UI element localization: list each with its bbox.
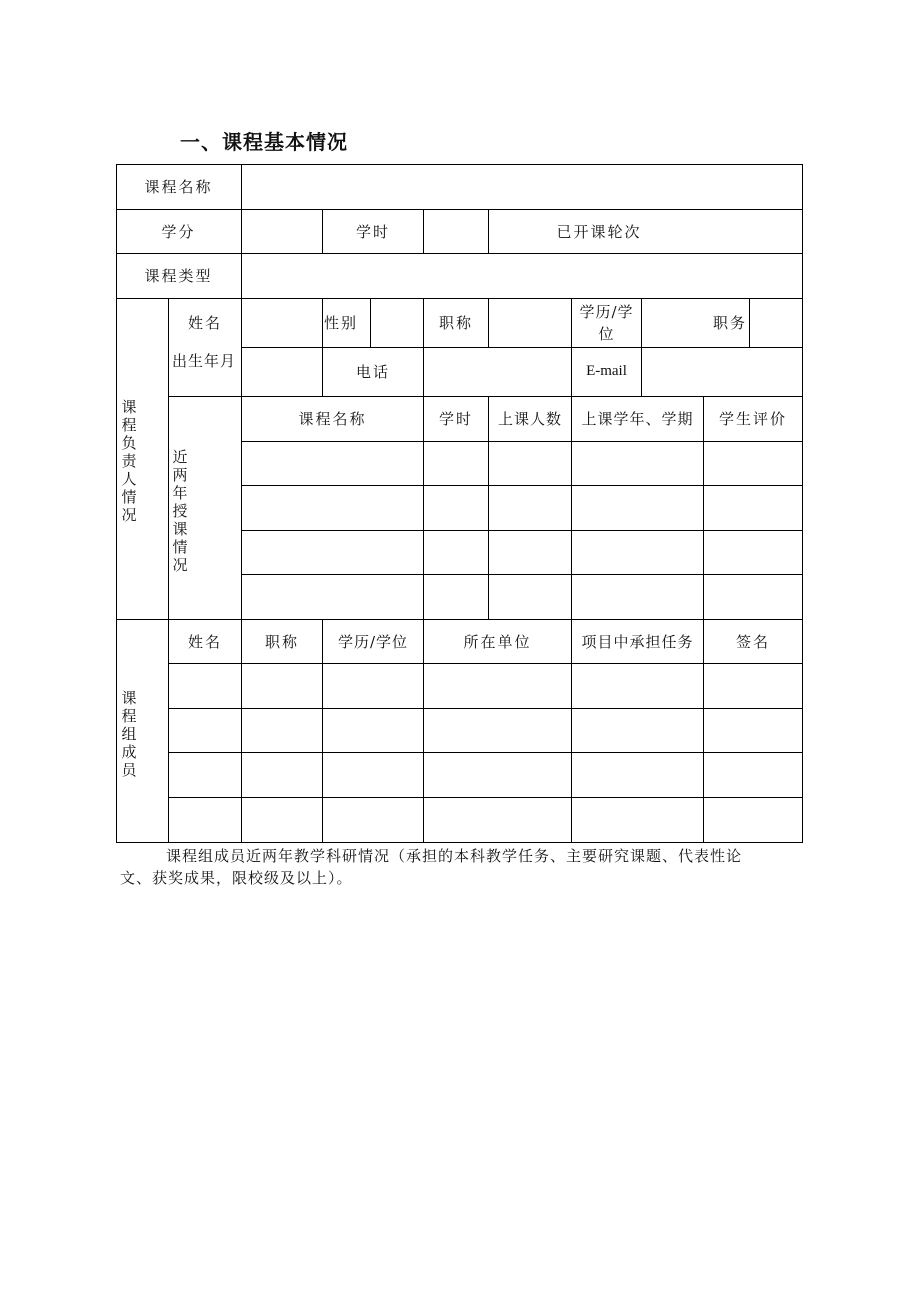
course-info-form bbox=[116, 164, 803, 843]
leader-position-field[interactable] bbox=[750, 298, 802, 347]
grid-line bbox=[168, 663, 802, 664]
leader-name-field[interactable] bbox=[242, 298, 322, 347]
course-name-label: 课程名称 bbox=[144, 178, 213, 196]
leader-birth-label: 出生年月 bbox=[172, 352, 237, 370]
grid-line bbox=[168, 797, 802, 798]
grid-line bbox=[241, 530, 802, 531]
leader-email-field[interactable] bbox=[642, 347, 802, 396]
grid-line bbox=[168, 708, 802, 709]
team-section-label: 课程组成员 bbox=[121, 689, 137, 779]
team-header-name: 姓名 bbox=[187, 632, 222, 651]
grid-line bbox=[241, 485, 802, 486]
leader-title-field[interactable] bbox=[489, 298, 571, 347]
teaching-section-label: 近两年授课情况 bbox=[172, 448, 188, 574]
leader-title-label: 职称 bbox=[438, 314, 473, 332]
team-header-title: 职称 bbox=[264, 632, 299, 651]
leader-name-label: 姓名 bbox=[187, 314, 222, 332]
leader-position-label: 职务 bbox=[712, 314, 747, 332]
leader-section-label: 课程负责人情况 bbox=[121, 398, 137, 524]
grid-line bbox=[241, 574, 802, 575]
grid-line bbox=[168, 752, 802, 753]
teaching-header-students: 上课人数 bbox=[497, 410, 562, 428]
team-header-task: 项目中承担任务 bbox=[581, 632, 694, 651]
leader-phone-field[interactable] bbox=[424, 347, 571, 396]
grid-line bbox=[241, 441, 802, 442]
teaching-header-hours: 学时 bbox=[438, 410, 473, 428]
team-header-unit: 所在单位 bbox=[463, 632, 532, 651]
note-text: 课程组成员近两年教学科研情况（承担的本科教学任务、主要研究课题、代表性论文、获奖成果，限校级及以上）。 bbox=[120, 847, 743, 887]
leader-degree-label: 学历/学位 bbox=[579, 302, 634, 343]
course-type-field[interactable] bbox=[242, 253, 802, 298]
team-header-signature: 签名 bbox=[735, 632, 770, 651]
hours-field[interactable] bbox=[424, 209, 488, 253]
teaching-header-term: 上课学年、学期 bbox=[581, 410, 694, 428]
teaching-header-course: 课程名称 bbox=[298, 410, 367, 428]
section-title: 一、课程基本情况 bbox=[180, 130, 348, 154]
credit-label: 学分 bbox=[161, 222, 196, 241]
hours-label: 学时 bbox=[355, 222, 390, 241]
teaching-header-evaluation: 学生评价 bbox=[718, 410, 787, 428]
rounds-label: 已开课轮次 bbox=[556, 222, 642, 241]
course-name-field[interactable] bbox=[242, 164, 802, 209]
leader-gender-label: 性别 bbox=[324, 314, 359, 332]
leader-birth-field[interactable] bbox=[242, 347, 322, 396]
leader-email-label: E-mail bbox=[586, 363, 627, 379]
credit-field[interactable] bbox=[242, 209, 322, 253]
team-header-degree: 学历/学位 bbox=[337, 632, 409, 651]
leader-gender-field[interactable] bbox=[371, 298, 423, 347]
leader-phone-label: 电话 bbox=[355, 363, 390, 381]
team-research-note bbox=[120, 845, 760, 889]
course-type-label: 课程类型 bbox=[144, 267, 213, 285]
